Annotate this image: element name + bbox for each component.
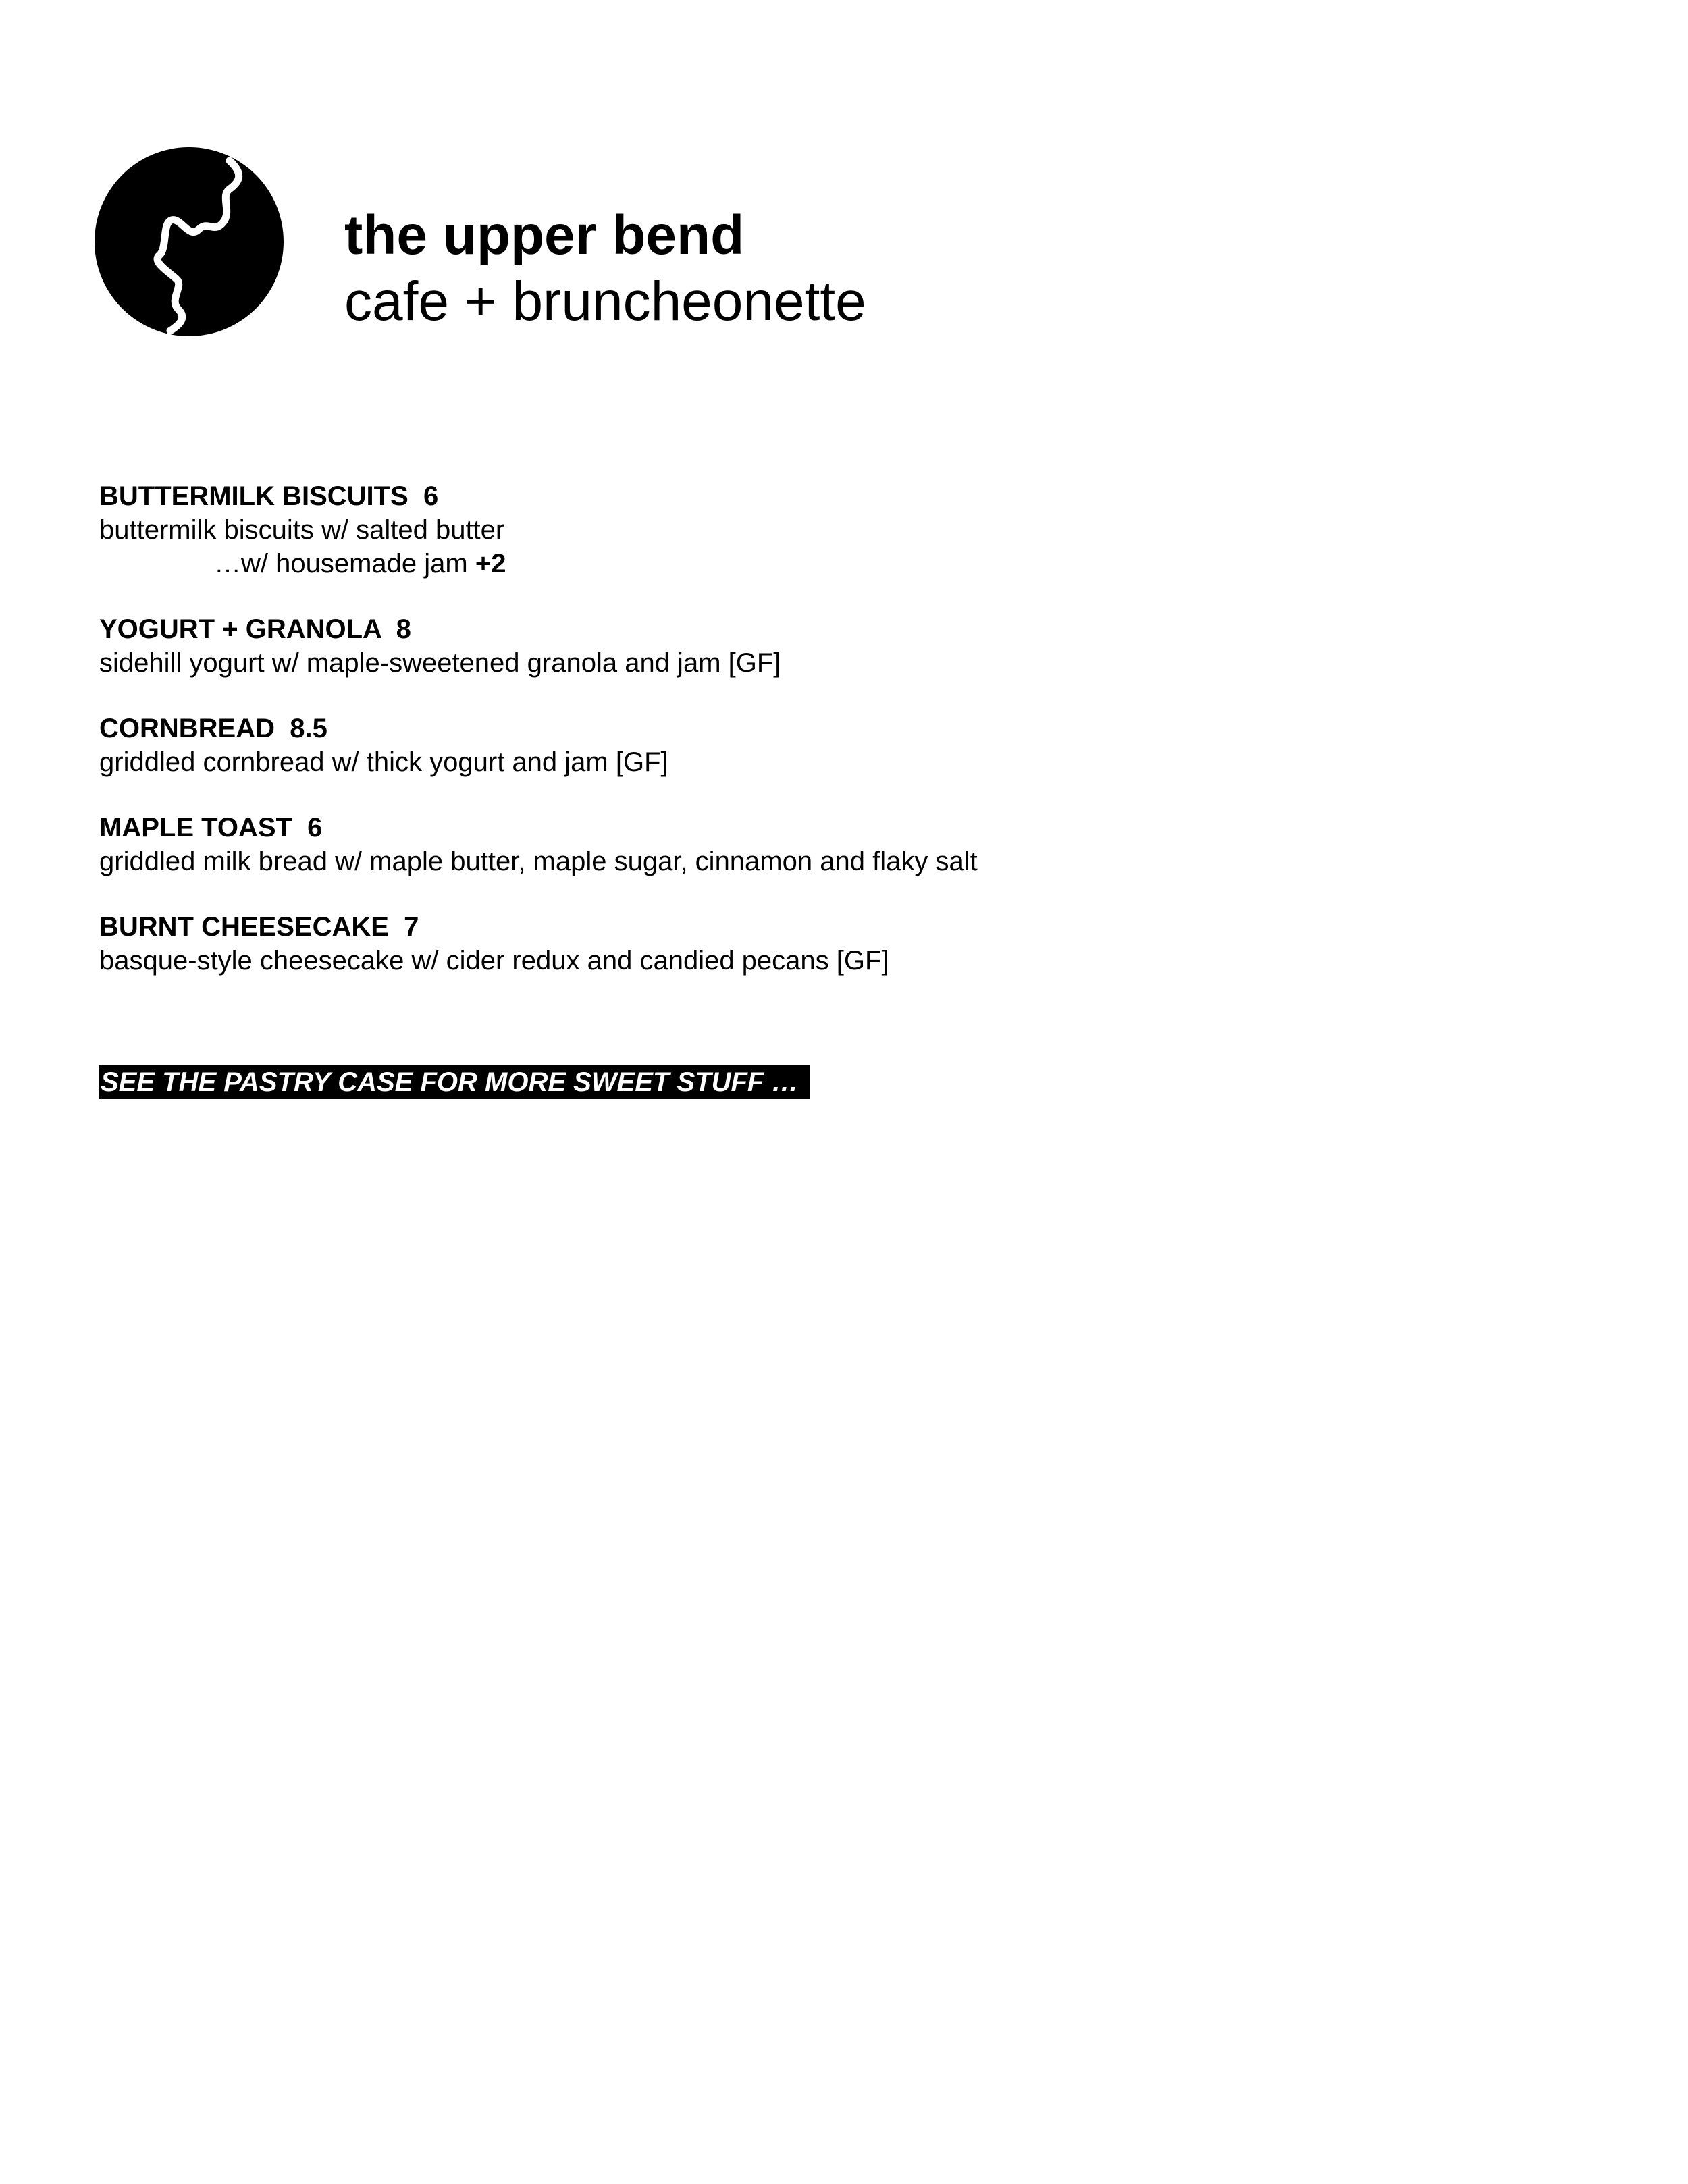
menu-item-description: griddled cornbread w/ thick yogurt and jam [GF]	[99, 747, 668, 777]
menu-item-burnt-cheesecake	[99, 910, 1585, 978]
menu-item-title: YOGURT + GRANOLA 8	[99, 614, 411, 644]
brand-block	[344, 203, 866, 336]
menu-item-title: BURNT CHEESECAKE 7	[99, 912, 419, 942]
brand-name: the upper bend	[344, 205, 745, 266]
menu-item-title: CORNBREAD 8.5	[99, 714, 327, 743]
menu-item-title: BUTTERMILK BISCUITS 6	[99, 481, 439, 511]
menu-item-yogurt-granola	[99, 612, 1585, 680]
river-bend-logo-icon	[95, 147, 284, 336]
menu-item-addon	[99, 547, 1585, 581]
menu-item-addon-text: …w/ housemade jam	[214, 549, 475, 579]
menu-item-title: MAPLE TOAST 6	[99, 813, 323, 843]
menu-item-maple-toast	[99, 811, 1585, 878]
menu-item-description: sidehill yogurt w/ maple-sweetened granola and jam [GF]	[99, 648, 781, 678]
brand-subtitle: cafe + bruncheonette	[344, 271, 866, 333]
menu-item-addon-price: +2	[475, 549, 506, 579]
menu-list	[99, 479, 1585, 1009]
menu-item-description: griddled milk bread w/ maple butter, maple sugar, cinnamon and flaky salt	[99, 847, 978, 876]
menu-item-buttermilk-biscuits	[99, 479, 1585, 581]
menu-item-cornbread	[99, 712, 1585, 779]
menu-item-description: buttermilk biscuits w/ salted butter	[99, 515, 505, 545]
pastry-case-notice: SEE THE PASTRY CASE FOR MORE SWEET STUFF …	[99, 1065, 810, 1099]
menu-item-description: basque-style cheesecake w/ cider redux and candied pecans [GF]	[99, 946, 889, 976]
